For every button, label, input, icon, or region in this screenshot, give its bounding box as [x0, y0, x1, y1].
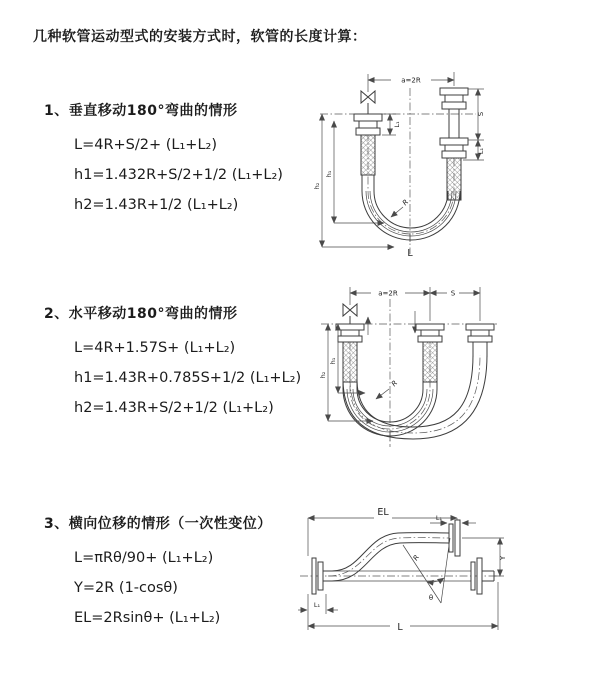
radius-callout	[391, 198, 410, 217]
angle-construction	[403, 538, 450, 603]
dim-label-l: L	[407, 248, 413, 258]
right-flange-upper	[440, 88, 468, 138]
dim-label-s: S	[450, 289, 456, 298]
left-flange	[336, 324, 364, 342]
formula-L: L=4R+1.57S+ (L₁+L₂)	[74, 340, 236, 356]
right-pipe-stub	[473, 342, 487, 357]
left-braid	[343, 342, 357, 382]
movement-arrows	[368, 311, 415, 335]
dim-label-h2: h₂	[313, 182, 321, 190]
formula-L: L=4R+S/2+ (L₁+L₂)	[74, 137, 217, 153]
valve-icon	[361, 91, 375, 114]
dim-label-r: R	[411, 553, 422, 563]
dim-label-s: S	[477, 111, 485, 117]
left-l1-dimension	[382, 114, 401, 135]
formula-Y: Y=2R (1-cosθ)	[74, 580, 178, 596]
section-vertical-movement	[44, 100, 283, 220]
dim-label-l1-right: L₁	[477, 147, 485, 155]
bottom-l1-dimension	[298, 594, 338, 614]
top-l1-dimension	[430, 514, 476, 523]
formula-h2: h2=1.43R+1/2 (L₁+L₂)	[74, 197, 239, 213]
dim-label-l1-left: L₁	[393, 121, 401, 128]
section-2-formulas	[74, 333, 301, 423]
diagram-2-svg	[301, 281, 513, 453]
diagram-horizontal-u-bend	[301, 281, 513, 453]
section-1-formulas	[74, 130, 283, 220]
section-1-heading: 1、垂直移动180°弯曲的情形	[44, 103, 238, 119]
bottom-dimension	[308, 582, 498, 633]
middle-flange	[416, 324, 444, 342]
left-braid	[361, 135, 375, 175]
dim-label-a2r: a=2R	[378, 289, 398, 298]
formula-h2: h2=1.43R+S/2+1/2 (L₁+L₂)	[74, 400, 274, 416]
dim-label-y: Y	[499, 555, 507, 561]
y-dimension	[462, 538, 507, 576]
dim-label-a2r: a=2R	[401, 76, 421, 85]
dim-label-h1: h₁	[329, 357, 337, 365]
diagram-vertical-u-bend	[306, 66, 506, 258]
bottom-dimension	[407, 234, 413, 258]
top-right-flange	[449, 520, 460, 556]
diagram-1-svg	[306, 66, 506, 258]
section-lateral-displacement	[44, 513, 272, 633]
right-braid	[447, 158, 461, 200]
section-horizontal-movement	[44, 303, 301, 423]
diagram-3-svg	[298, 502, 516, 642]
left-dimensions	[313, 114, 394, 247]
dim-label-el: EL	[377, 507, 389, 518]
dim-label-theta: θ	[428, 594, 434, 602]
hose-s-curve	[328, 533, 449, 581]
dim-label-h1: h₁	[325, 170, 333, 178]
dim-label-l1-top: L₁	[435, 514, 443, 522]
formula-h1: h1=1.43R+0.785S+1/2 (L₁+L₂)	[74, 370, 302, 386]
hose-u-bend	[362, 175, 460, 240]
radius-callout	[376, 379, 399, 399]
formula-L: L=πRθ/90+ (L₁+L₂)	[74, 550, 214, 566]
section-2-heading: 2、水平移动180°弯曲的情形	[44, 306, 238, 322]
diagram-lateral-displacement	[298, 502, 516, 642]
valve-icon	[343, 304, 357, 324]
formula-h1: h1=1.432R+S/2+1/2 (L₁+L₂)	[74, 167, 283, 183]
dim-label-r: R	[401, 198, 411, 208]
hose-u-bend-shifted	[343, 355, 487, 439]
right-flange-lower	[440, 138, 468, 158]
dim-label-l1-bottom: L₁	[313, 601, 321, 609]
dim-label-h2: h₂	[319, 371, 327, 379]
section-3-formulas	[74, 543, 272, 633]
section-3-heading: 3、横向位移的情形（一次性变位）	[44, 516, 272, 532]
dim-label-l: L	[397, 622, 403, 633]
right-flange	[466, 324, 494, 342]
formula-EL: EL=2Rsinθ+ (L₁+L₂)	[74, 610, 221, 626]
right-dimensions	[463, 89, 485, 160]
dim-label-r: R	[390, 379, 400, 389]
page-title: 几种软管运动型式的安装方式时，软管的长度计算：	[33, 29, 367, 45]
left-flange	[354, 114, 382, 135]
middle-braid	[423, 342, 437, 382]
